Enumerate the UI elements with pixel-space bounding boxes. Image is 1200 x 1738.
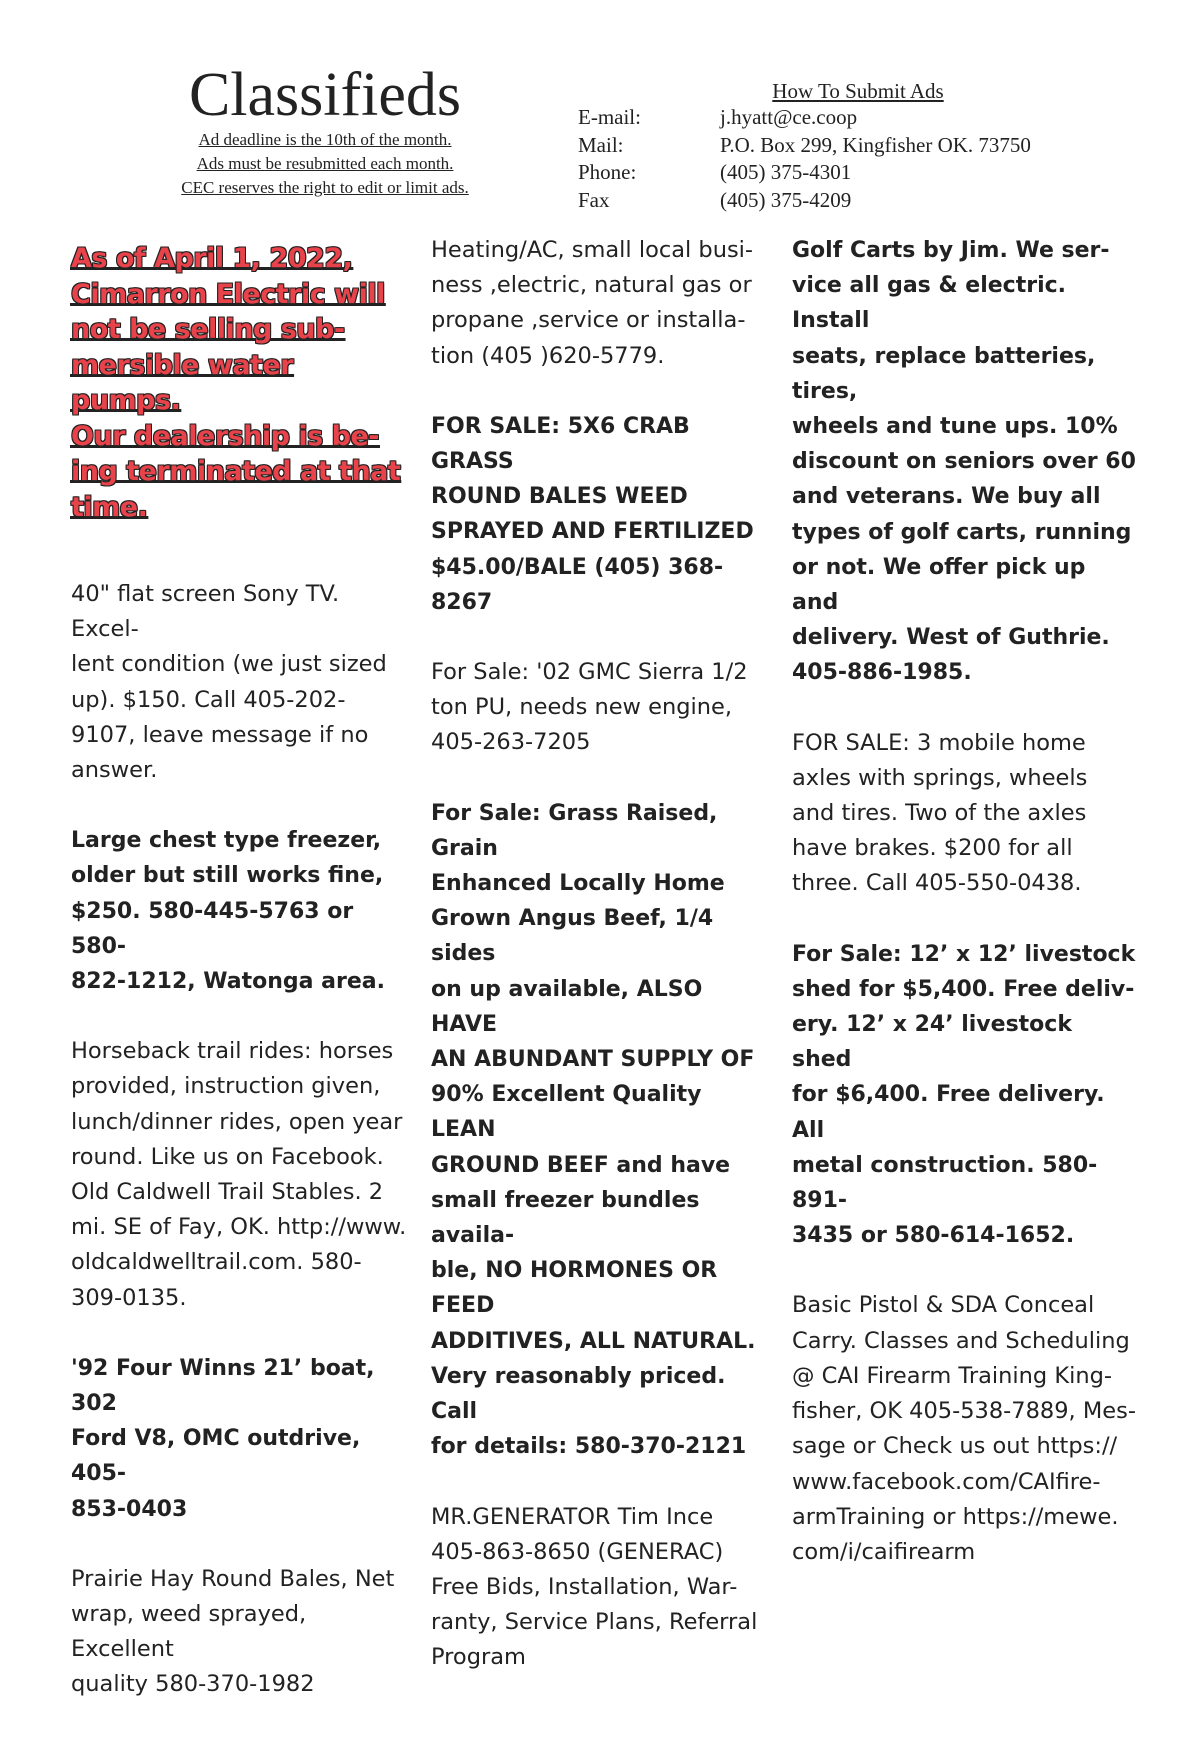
pump-notice: As of April 1, 2022, Cimarron Electric will not be selling sub- mersible water pumps. Our dealership is be- ing terminated at that time. <box>71 243 401 523</box>
submit-label: E-mail: <box>578 105 641 129</box>
ad-mobile-home-axles: FOR SALE: 3 mobile home axles with springs, wheels and tires. Two of the axles have brakes. $200 for all three. Call 405-550-0438. <box>792 729 1088 897</box>
ad-angus-beef: For Sale: Grass Raised, Grain Enhanced Locally Home Grown Angus Beef, 1/4 sides on up available, ALSO HAVE AN ABUNDANT SUPPLY OF 90% Excellent Quality LEAN GROUND BEEF and have small freezer bundles availa- ble, NO HORMONES OR FEED ADDITIVES, ALL NATURAL. Very reasonably priced. Call for details: 580-370-2121 <box>431 800 756 1460</box>
ad-pistol-class: Basic Pistol & SDA Conceal Carry. Classes and Scheduling @ CAI Firearm Training King- fisher, OK 405-538-7889, Mes- sage or Check us out https:// www.facebook.com/CAIfire- armTraining or https://mewe. com/i/caifirearm <box>792 1292 1136 1565</box>
ad-generator: MR.GENERATOR Tim Ince 405-863-8650 (GENERAC) Free Bids, Installation, War- ranty, Service Plans, Referral Program <box>431 1503 758 1671</box>
submit-row-phone <box>578 159 1098 187</box>
submit-label: Mail: <box>578 132 624 157</box>
submit-row-mail <box>578 132 1098 160</box>
ad-heating-ac: Heating/AC, small local busi- ness ,electric, natural gas or propane ,service or installa- tion (405 )620-5779. <box>431 237 754 369</box>
submit-row-fax <box>578 187 1098 215</box>
edit-rights-note: CEC reserves the right to edit or limit ads. <box>181 178 469 197</box>
submit-row-email <box>578 104 1098 132</box>
phone-number: (405) 375-4301 <box>720 160 852 184</box>
deadline-note: Ad deadline is the 10th of the month. <box>198 130 452 149</box>
ad-tv: 40" flat screen Sony TV. Excel- lent condition (we just sized up). $150. Call 405-202- 9107, leave message if no answer. <box>71 581 387 784</box>
ad-trail-rides: Horseback trail rides: horses provided, instruction given, lunch/dinner rides, open year round. Like us on Facebook. Old Caldwell Trail Stables. 2 mi. SE of Fay, OK. http://www. oldcaldwelltrail.com. 580- 309-0135. <box>71 1038 407 1311</box>
column-3 <box>792 233 1137 1605</box>
ad-crab-grass: FOR SALE: 5X6 CRAB GRASS ROUND BALES WEED SPRAYED AND FERTILIZED $45.00/BALE (405) 368-8267 <box>431 413 754 615</box>
fax-number: (405) 375-4209 <box>720 187 852 212</box>
email-address[interactable]: j.hyatt@ce.coop <box>720 105 858 129</box>
submit-label: Fax <box>578 187 610 212</box>
ad-prairie-hay: Prairie Hay Round Bales, Net wrap, weed sprayed, Excellent quality 580-370-1982 <box>71 1565 395 1698</box>
submit-heading: How To Submit Ads <box>772 79 944 103</box>
ad-livestock-shed: For Sale: 12’ x 12’ livestock shed for $5,400. Free deliv- ery. 12’ x 24’ livestock shed for $6,400. Free delivery. All metal construction. 580-891- 3435 or 580-614-1652. <box>792 941 1136 1249</box>
ad-gmc-sierra: For Sale: '02 GMC Sierra 1/2 ton PU, needs new engine, 405-263-7205 <box>431 659 748 756</box>
mail-address: P.O. Box 299, Kingfisher OK. 73750 <box>720 132 1031 157</box>
submit-info <box>578 78 1098 214</box>
page-title: Classifieds <box>188 61 462 129</box>
ad-freezer: Large chest type freezer, older but still works fine, $250. 580-445-5763 or 580- 822-1212, Watonga area. <box>71 828 385 995</box>
submit-label: Phone: <box>578 160 637 184</box>
ad-boat: '92 Four Winns 21’ boat, 302 Ford V8, OMC outdrive, 405- 853-0403 <box>71 1355 375 1522</box>
resubmit-note: Ads must be resubmitted each month. <box>196 154 454 173</box>
column-2 <box>431 233 771 1711</box>
ad-golf-carts: Golf Carts by Jim. We ser- vice all gas & electric. Install seats, replace batteries, tires, wheels and tune ups. 10% discount on seniors over 60 and veterans. We buy all types of golf carts, running or not. We offer pick up and delivery. West of Guthrie. 405-886-1985. <box>792 238 1136 686</box>
masthead <box>150 62 500 200</box>
column-1 <box>71 233 411 1738</box>
